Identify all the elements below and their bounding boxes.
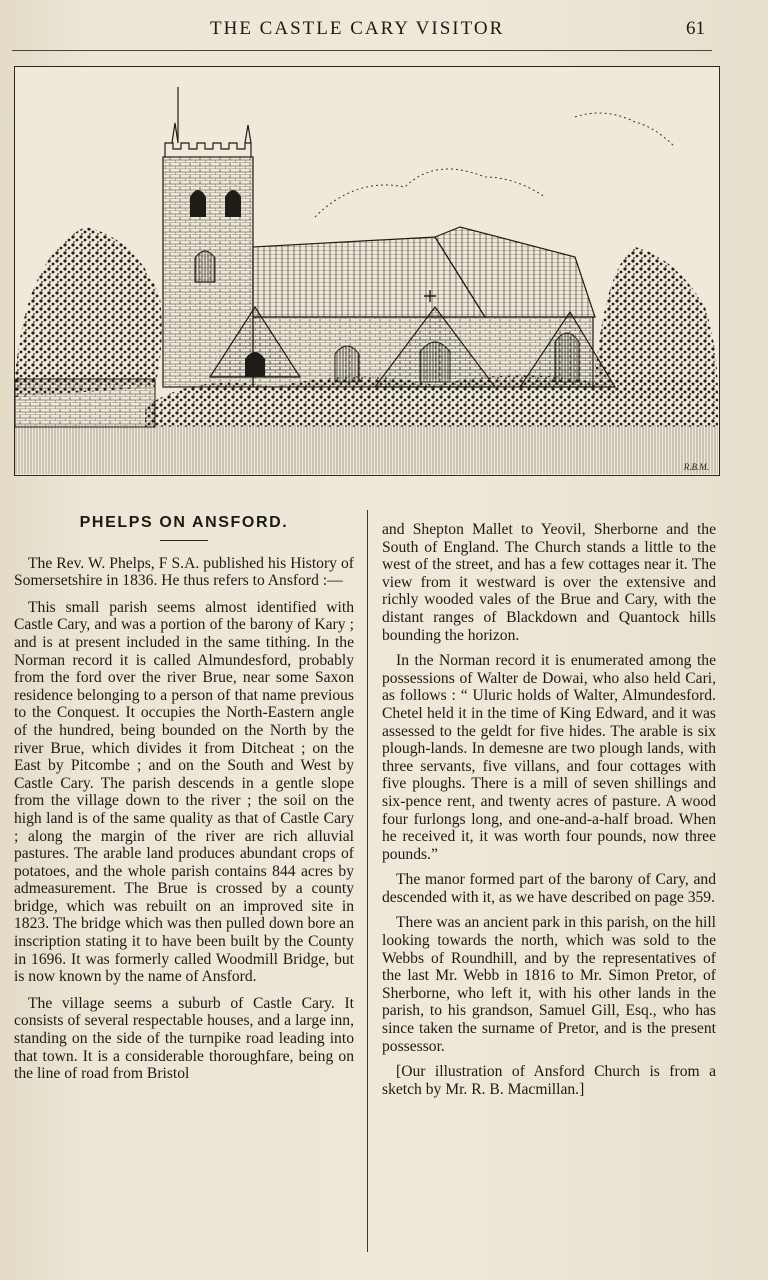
paragraph-church: and Shepton Mallet to Yeovil, Sherborne and the South of England. The Church stands a little to the west of the street, and has a few cottages near it. The view from it westward is over the extensive and richly wooded vales of the Brue and Cary, with the distant ranges of Blackdown and Quantock hills bounding the horizon. — [382, 521, 716, 644]
page-number: 61 — [686, 18, 705, 39]
church-engraving-image — [15, 67, 718, 474]
paragraph-intro: The Rev. W. Phelps, F S.A. published his History of Somersetshire in 1836. He thus refers to Ansford :— — [14, 554, 354, 590]
running-title: THE CASTLE CARY VISITOR — [210, 18, 505, 39]
article-title: PHELPS ON ANSFORD. — [79, 514, 289, 531]
right-column — [382, 521, 716, 1106]
paragraph-norman-record: In the Norman record it is enumerated among the possessions of Walter de Dowai, who also held Cari, as follows : “ Uluric holds of Walter, Almundesford. Chetel held it in the time of King Edward, and it was assessed to the geldt for five hides. The arable is six plough-lands. In demesne are two plough lands, with three servants, five villans, and four cottages with five ploughs. There is a mill of seven shillings and six-pence rent, and twenty acres of pasture. A wood four furlongs long, and one-and-a-half broad. When he received it, it was worth four pounds, now three pounds.” — [382, 652, 716, 863]
church-illustration — [14, 66, 720, 476]
paragraph-village: The village seems a suburb of Castle Cary. It consists of several respectable houses, and a large inn, standing on the side of the turnpike road leading into that town. It is a considerable thoroughfare, being on the line of road from Bristol — [14, 994, 354, 1083]
header-rule — [12, 50, 712, 51]
running-header — [0, 14, 768, 44]
column-rule — [367, 510, 368, 1252]
artist-signature: R.B.M. — [683, 462, 709, 472]
paragraph-illustration-note: [Our illustration of Ansford Church is from a sketch by Mr. R. B. Macmillan.] — [382, 1063, 716, 1098]
title-rule — [160, 540, 208, 541]
paragraph-manor: The manor formed part of the barony of Cary, and descended with it, as we have described on page 359. — [382, 871, 716, 906]
left-column — [14, 510, 354, 1092]
paragraph-park: There was an ancient park in this parish, on the hill looking towards the north, which was sold to the Webbs of Roundhill, and by the representatives of the last Mr. Webb in 1816 to Mr. Simon Pretor, of Sherborne, who left it, with his other lands in the parish, to his grandson, Samuel Gill, Esq., who has since taken the surname of Pretor, and is the present possessor. — [382, 914, 716, 1055]
paragraph-parish: This small parish seems almost identified with Castle Cary, and was a portion of the barony of Kary ; and is at present included in the same tithing. In the Norman record it is called Almundesford, probably from the ford over the river Brue, near some Saxon residence belonging to a person of that name previous to the Conquest. It occupies the North-Eastern angle of the hundred, being bounded on the North by the river Brue, which divides it from Ditcheat ; on the East by Pitcombe ; and on the South and West by Castle Cary. The parish descends in a gentle slope from the village down to the river ; the soil on the high land is of the same quality as that of Castle Cary ; along the margin of the river are rich alluvial pastures. The arable land produces abundant crops of potatoes, and the whole parish contains 844 acres by admeasurement. The Brue is crossed by a county bridge, which was rebuilt on an improved site in 1823. The bridge which was then pulled down bore an inscription stating it to have been built by the County in 1696. It was formerly called Woodmill Bridge, but is now known by the name of Ansford. — [14, 598, 354, 986]
